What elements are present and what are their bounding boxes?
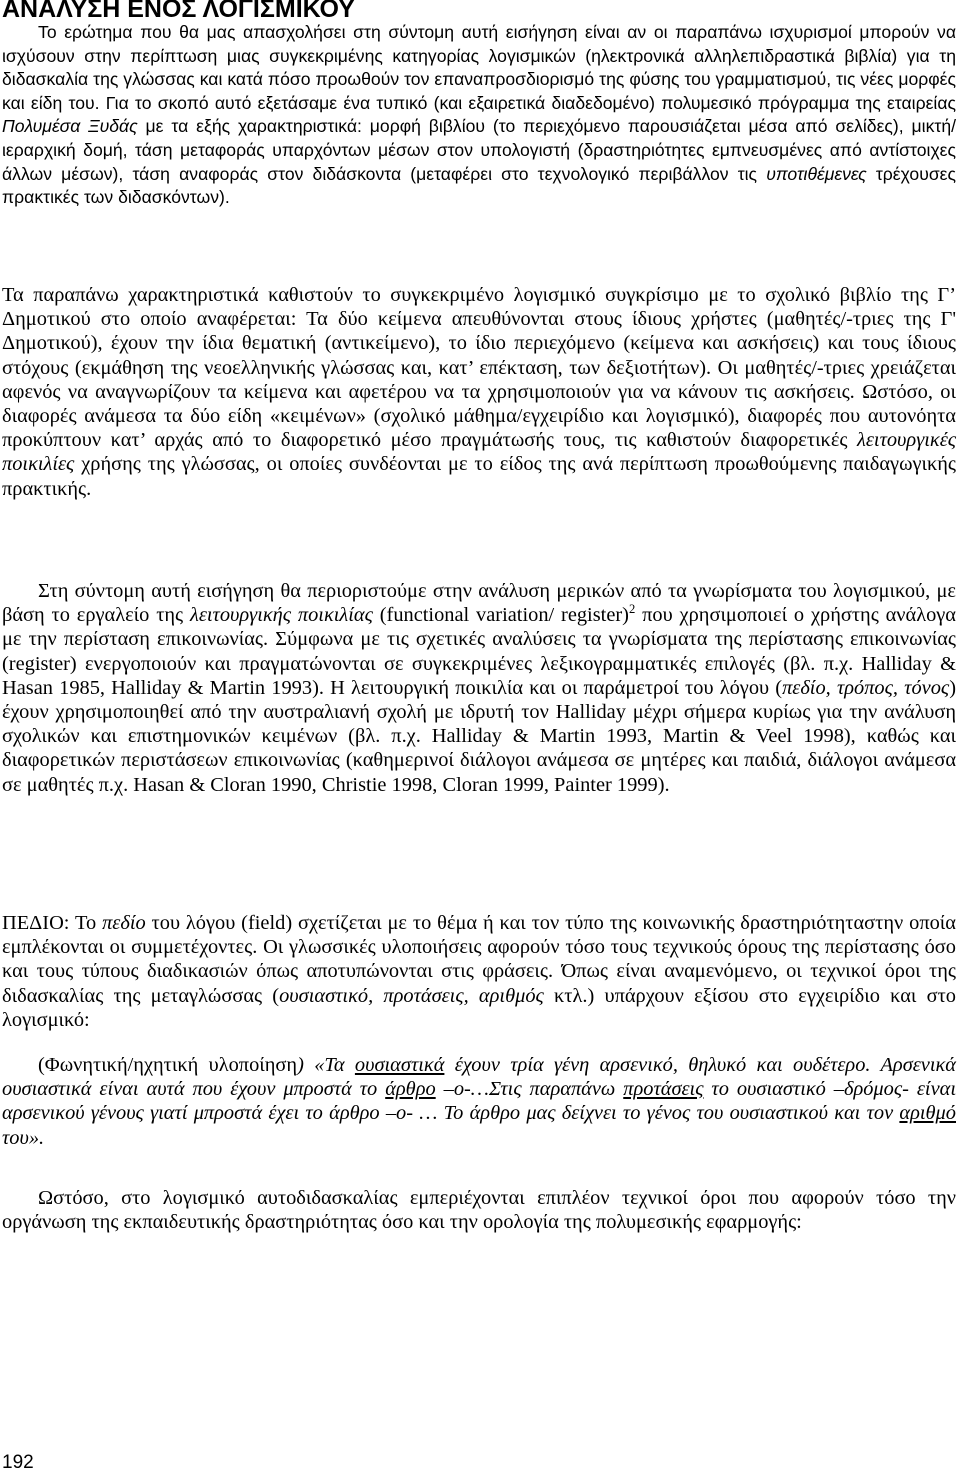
text-run: χρήσης της γλώσσας, οι οποίες συνδέονται με το είδος της ανά περίπτωση προωθούμενης παιδαγωγικής πρακτικής. [2,453,956,500]
paragraph-comparison [2,283,956,501]
underlined-term: άρθρο [385,1078,436,1101]
text-run: με τα εξής χαρακτηριστικά: μορφή βιβλίου (το περιεχόμενο παρουσιάζεται μέσα από σελίδες), μικτή/ιεραρχική δομή, τάση μεταφοράς υπαρχόντων μέσων στον υπολογιστή (δραστηριότητες εμπνευσμένες από αντίστοιχες άλλων μέσων), τάση αναφοράς στον διδάσκοντα (μεταφέρει στο τεχνολογικό περιβάλλον τις [2,116,956,184]
quote-text: ) «Τα [297,1054,355,1076]
emphasis: υποτιθέμενες [766,163,867,184]
paragraph-introduction [2,21,956,210]
emphasis: ουσιαστικό, προτάσεις, αριθμός [279,984,544,1007]
underlined-term: αριθμό [899,1102,956,1125]
text-run: Στη σύντομη αυτή εισήγηση θα περιοριστούμε στην ανάλυση μερικών από τα γνωρίσματα του λογισμικού, με βάση το εργαλείο της [2,580,956,627]
quote-text: –ο-…Στις παραπάνω [435,1078,624,1101]
emphasis: λειτουργικές ποικιλίες [2,429,956,476]
paragraph-field [2,911,956,1032]
paragraph-closing: Ωστόσο, στο λογισμικό αυτοδιδασκαλίας εμπεριέχονται επιπλέον τεχνικοί όροι που αφορούν τόσο την οργάνωση της εκπαιδευτικής δραστηριότητας όσο και την ορολογία της πολυμεσικής εφαρμογής: [2,1187,956,1234]
text-run: (Φωνητική/ηχητική υλοποίηση [38,1054,298,1076]
quote-text: το ουσιαστικό –δρόμος- είναι αρσενικού γένους γιατί μπροστά έχει το άρθρο –ο- … Το άρθρο μας δείχνει το γένος του ουσιαστικού και τον [2,1078,956,1125]
emphasis: λειτουργικής ποικιλίας [189,604,373,627]
quote-text: έχουν τρία γένη αρσενικό, θηλυκό και ουδέτερο. Αρσενικά ουσιαστικά είναι αυτά που έχουν μπροστά το [2,1054,956,1101]
text-run: του λόγου (field) σχετίζεται με το θέμα ή και τον τύπο της κοινωνικής δραστηριότηταστην οποία εμπλέκονται οι συμμετέχοντες. Οι γλωσσικές υλοποιήσεις αφορούν τόσο τους τεχνικούς όρους της περίστασης όσο και τους τύπους διαδικασιών όπως αποτυπώνονται στις φράσεις. Όπως είναι αναμενόμενο, οι τεχνικοί όροι της διδασκαλίας της μεταγλώσσας ( [2,912,956,1007]
company-name: Πολυμέσα Ξυδάς [2,116,138,137]
text-run: Το ερώτημα που θα μας απασχολήσει στη σύντομη αυτή εισήγηση είναι αν οι παραπάνω ισχυρισμοί μπορούν να ισχύσουν στην περίπτωση μιας συγκεκριμένης κατηγορίας λογισμικών (ηλεκτρονικά αλληλεπιδραστικά βιβλία) για τη διδασκαλία της γλώσσας και κατά πόσο προωθούν τον επαναπροσδιορισμό της φύσης του γραμματισμού, τις νέες μορφές και είδη του. Για το σκοπό αυτό εξετάσαμε ένα τυπικό (και εξαιρετικά διαδεδομένο) πολυμεσικό πρόγραμμα της εταιρείας [2,22,956,113]
text-run: κτλ.) υπάρχουν εξίσου στο εγχειρίδιο και στο λογισμικό: [2,984,956,1031]
page-number: 192 [2,1452,34,1473]
emphasis: πεδίο, τρόπος, τόνος [782,676,950,699]
text-run: ) έχουν χρησιμοποιηθεί από την αυστραλιανή σχολή με ιδρυτή τον Halliday μέχρι σήμερα κυρίως για την ανάλυση σχολικών και επιστημονικών κειμένων (βλ. π.χ. Halliday & Martin 1993, Martin & Veel 1998), καθώς και διαφορετικών περιστάσεων επικοινωνίας (καθημερινοί διάλογοι ανάμεσα σε μητέρες και παιδιά, διάλογοι ανάμεσα σε μαθητές π.χ. Hasan & Cloran 1990, Christie 1998, Cloran 1999, Painter 1999). [2,676,956,796]
text-run: ΠΕΔΙΟ: Το [2,912,103,934]
underlined-term: ουσιαστικά [354,1054,445,1076]
text-run: που χρησιμοποιεί ο χρήστης ανάλογα με την περίσταση επικοινωνίας. Σύμφωνα με τις σχετικές αναλύσεις τα γνωρίσματα της περίστασης επικοινωνίας (register) ενεργοποιούν και πραγματώνονται σε συγκεκριμένες λεξικογραμματικές επιλογές (βλ. π.χ. Halliday & Hasan 1985, Halliday & Martin 1993). Η λειτουργική ποικιλία και οι παράμετροί του λόγου ( [2,604,956,699]
text-run: Τα παραπάνω χαρακτηριστικά καθιστούν το συγκεκριμένο λογισμικό συγκρίσιμο με το σχολικό βιβλίο της Γ’ Δημοτικού στο οποίο αναφέρεται: Τα δύο κείμενα απευθύνονται στους ίδιους χρήστες (μαθητές/-τριες της Γ' Δημοτικού), έχουν την ίδια θεματική (αντικείμενο), το ίδιο περιεχόμενο (κείμενα και ασκήσεις) και τους ίδιους στόχους (εκμάθηση της νεοελληνικής γλώσσας και, κατ’ επέκταση, των δεξιοτήτων). Οι μαθητές/-τριες χρειάζεται αφενός να αναγνωρίζουν τα κείμενα και αφετέρου να τα χρησιμοποιούν για να κάνουν τις ασκήσεις. Ωστόσο, οι διαφορές ανάμεσα τα δύο είδη «κειμένων» (σχολικό μάθημα/εγχειρίδιο και λογισμικό), διαφορές που αυτονόητα προκύπτουν κατ’ αρχάς από το διαφορετικό μέσο πραγμάτωσής τους, τις καθιστούν διαφορετικές [2,284,956,452]
paragraph-register [2,579,956,797]
text-run: τρέχουσες πρακτικές των διδασκόντων). [2,163,957,208]
underlined-term: προτάσεις [623,1078,704,1101]
emphasis: πεδίο [102,912,146,934]
quote-text: του». [2,1126,45,1149]
document-title: ΑΝΑΛΥΣΗ ΕΝΟΣ ΛΟΓΙΣΜΙΚΟΥ [2,0,355,23]
footnote-marker: 2 [628,602,636,617]
paragraph-quote [2,1053,956,1150]
text-run: (functional variation/ register) [372,604,629,627]
